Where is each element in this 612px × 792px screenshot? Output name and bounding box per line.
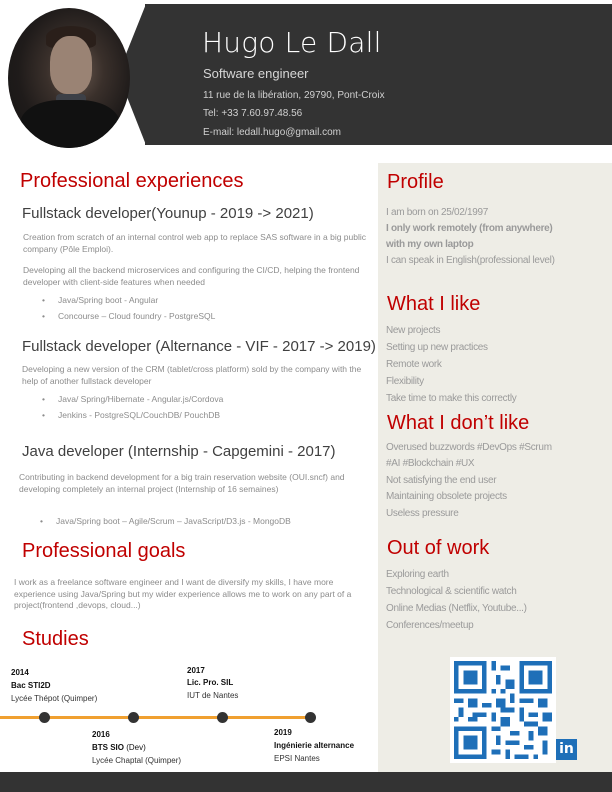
timeline-dot xyxy=(217,712,228,723)
job-description: Developing a new version of the CRM (tablet/cross platform) sold by the company with the help of another fullstack developer xyxy=(22,364,362,386)
study-school: EPSI Nantes xyxy=(274,754,320,763)
study-degree xyxy=(274,741,354,750)
job-tech-bullet: • Jenkins - PostgreSQL/CouchDB/ PouchDB xyxy=(58,410,220,420)
study-year: 2017 xyxy=(187,666,205,675)
study-year: 2019 xyxy=(274,728,292,737)
job-description: Contributing in backend development for a big train reservation website (OUI.sncf) and developing completely an internal project (Internship of 16 semaines) xyxy=(19,472,345,494)
person-name: Hugo Le Dall xyxy=(202,26,382,59)
dislike-item: Not satisfying the end user xyxy=(386,475,497,486)
dislikes-heading: What I don’t like xyxy=(387,412,530,434)
dislike-item: #AI #Blockchain #UX xyxy=(386,458,475,469)
photo-body xyxy=(20,100,120,148)
likes-heading: What I like xyxy=(387,293,481,315)
job-tech-bullet: • Concourse – Cloud foundry - PostgreSQL xyxy=(58,311,215,321)
timeline-dot xyxy=(39,712,50,723)
job-title: Software engineer xyxy=(203,66,309,81)
job-title-1: Fullstack developer(Younup - 2019 -> 2021) xyxy=(22,205,314,222)
photo-face xyxy=(50,36,92,94)
job-description: Developing all the backend microservices and configuring the CI/CD, helping the frontend developer with client-side features when needed xyxy=(23,265,360,287)
hobby-item: Conferences/meetup xyxy=(386,620,474,631)
study-year: 2014 xyxy=(11,668,29,677)
study-year: 2016 xyxy=(92,730,110,739)
study-degree-label: Bac STI2D xyxy=(11,681,51,690)
timeline-dot xyxy=(128,712,139,723)
like-item: Remote work xyxy=(386,359,442,370)
study-degree-label: Lic. Pro. SIL xyxy=(187,678,234,687)
hobbies-heading: Out of work xyxy=(387,537,490,559)
study-school: IUT de Nantes xyxy=(187,691,239,700)
profile-heading: Profile xyxy=(387,171,444,193)
study-degree xyxy=(187,678,233,687)
profile-line: I can speak in English(professional level) xyxy=(386,255,555,266)
hobby-item: Online Medias (Netflix, Youtube...) xyxy=(386,603,527,614)
footer-band xyxy=(0,772,612,792)
like-item: Take time to make this correctly xyxy=(386,393,517,404)
goals-text: I work as a freelance software engineer and I want de diversify my skills, I have more experience using Java/Spring but my wider experience allows me to work on any part of a project(frontend ,devops, cloud...) xyxy=(14,577,352,610)
study-school: Lycée Thépot (Quimper) xyxy=(11,694,98,703)
job-tech-bullet: • Java/ Spring/Hibernate - Angular.js/Cordova xyxy=(58,394,223,404)
qr-code-icon xyxy=(454,661,552,759)
goals-heading: Professional goals xyxy=(22,540,186,562)
dislike-item: Useless pressure xyxy=(386,508,459,519)
profile-photo xyxy=(8,8,130,148)
study-degree-label: Ingénierie alternance xyxy=(274,741,355,750)
timeline-dot xyxy=(305,712,316,723)
job-title-2: Fullstack developer (Alternance - VIF - 2017 -> 2019) xyxy=(22,338,376,355)
qr-code[interactable] xyxy=(450,657,556,763)
study-degree xyxy=(11,681,51,690)
study-degree xyxy=(92,743,146,752)
like-item: Flexibility xyxy=(386,376,424,387)
study-degree-label: BTS SIO xyxy=(92,743,125,752)
email[interactable]: E-mail: ledall.hugo@gmail.com xyxy=(203,127,341,138)
job-description: Creation from scratch of an internal control web app to replace SAS software in a big public company (Pôle Emploi). xyxy=(23,232,367,254)
hobby-item: Exploring earth xyxy=(386,569,449,580)
job-tech-bullet: • Java/Spring boot – Agile/Scrum – JavaScript/D3.js - MongoDB xyxy=(56,516,291,526)
dislike-item: Overused buzzwords #DevOps #Scrum xyxy=(386,442,552,453)
address: 11 rue de la libération, 29790, Pont-Croix xyxy=(203,90,385,101)
job-title-3: Java developer (Internship - Capgemini - 2017) xyxy=(22,443,336,460)
like-item: Setting up new practices xyxy=(386,342,488,353)
profile-line: I only work remotely (from anywhere) xyxy=(386,223,553,234)
study-school: Lycée Chaptal (Quimper) xyxy=(92,756,182,765)
dislike-item: Maintaining obsolete projects xyxy=(386,491,507,502)
profile-line: I am born on 25/02/1997 xyxy=(386,207,489,218)
study-degree-extra: (Dev) xyxy=(124,743,146,752)
studies-heading: Studies xyxy=(22,628,89,650)
linkedin-icon[interactable]: in xyxy=(556,739,577,760)
phone: Tel: +33 7.60.97.48.56 xyxy=(203,108,303,119)
experiences-heading: Professional experiences xyxy=(20,170,244,192)
like-item: New projects xyxy=(386,325,441,336)
job-tech-bullet: • Java/Spring boot - Angular xyxy=(58,295,158,305)
hobby-item: Technological & scientific watch xyxy=(386,586,517,597)
profile-line: with my own laptop xyxy=(386,239,474,250)
